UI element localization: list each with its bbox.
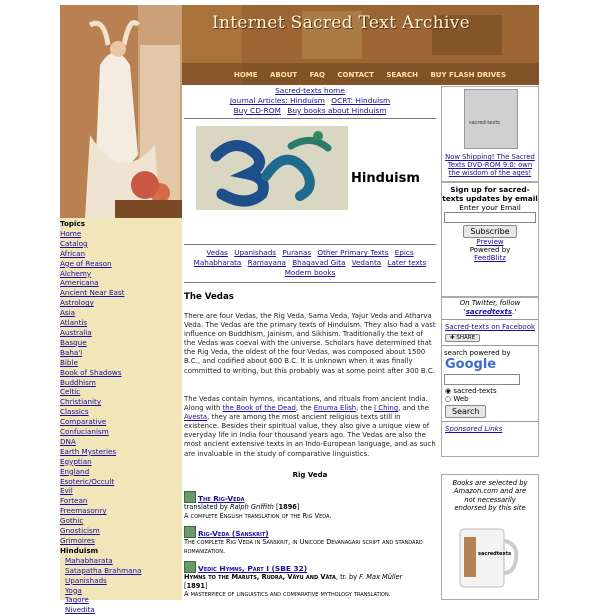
- book-description: A masterpiece of linguistics and comparative mythology translation.: [184, 590, 391, 599]
- topic-link[interactable]: Baha'i: [60, 347, 83, 357]
- book-description: The complete Rig Veda in Sanskrit, in Unicode Devanagari script and standard romanization.: [184, 538, 423, 555]
- subnav-mahabharata[interactable]: Mahabharata: [193, 258, 242, 267]
- twitter-link[interactable]: sacredtexts: [465, 307, 513, 316]
- facebook-link[interactable]: Sacred-texts on Facebook: [444, 323, 536, 332]
- topic-link[interactable]: Age of Reason: [60, 258, 112, 268]
- subscribe-button[interactable]: Subscribe: [463, 225, 516, 238]
- divider: [184, 244, 436, 245]
- link-sacred-texts-home[interactable]: Sacred-texts home: [275, 86, 345, 95]
- book-description: A complete English translation of the Rig Veda.: [184, 511, 332, 520]
- om-symbol-image: [196, 126, 348, 210]
- topic-link[interactable]: African: [60, 248, 86, 258]
- text: The Vedas contain hymns, incantations, and rituals from ancient India. Along with: [184, 395, 428, 413]
- dvd-promo-box: [441, 86, 539, 182]
- book-entry: [184, 526, 436, 555]
- topic-link[interactable]: Americana: [60, 278, 99, 288]
- social-search-box: [441, 297, 539, 457]
- share-label: SHARE: [456, 335, 476, 342]
- nav-faq[interactable]: FAQ: [309, 71, 325, 79]
- nav-contact[interactable]: CONTACT: [337, 71, 374, 79]
- topic-link[interactable]: Egyptian: [60, 456, 92, 466]
- subnav-later-texts[interactable]: Later texts: [387, 258, 427, 267]
- text: translated by: [184, 503, 230, 512]
- text: , tr. by: [335, 573, 360, 582]
- subnav-vedas[interactable]: Vedas: [206, 248, 228, 257]
- topic-link[interactable]: Book of Shadows: [60, 367, 122, 377]
- topic-link[interactable]: Australia: [60, 327, 92, 337]
- hero-painting-svg: [60, 5, 182, 218]
- topic-sub-link[interactable]: Nivedita: [65, 605, 95, 615]
- topic-link[interactable]: Ancient Near East: [60, 288, 125, 298]
- topics-nav: [60, 219, 182, 615]
- enter-email-label: Enter your Email: [459, 203, 521, 212]
- topic-link[interactable]: England: [60, 466, 90, 476]
- book-entry: Vedic Hymns, Part I (SBE 32) Hymns to the Maruts, Rudra, Vâyu and Vâta, tr. by F. Max Müller [1891] A masterpiece of linguistics and comparative mythology translation.: [184, 561, 436, 599]
- book-subtitle: Hymns to the Maruts, Rudra, Vâyu and Vâta: [184, 573, 336, 582]
- mug-svg: [452, 523, 522, 593]
- hero-painting-image: [60, 5, 182, 218]
- divider: [184, 118, 436, 119]
- search-input[interactable]: [444, 374, 520, 385]
- rig-veda-heading: Rig Veda: [292, 471, 328, 479]
- link-book-of-the-dead[interactable]: the Book of the Dead: [222, 404, 296, 413]
- nav-home[interactable]: HOME: [234, 71, 258, 79]
- topic-link[interactable]: Fortean: [60, 496, 88, 506]
- radio-label: sacred-texts: [453, 387, 497, 396]
- mug-image[interactable]: [452, 523, 522, 593]
- email-signup-box: [441, 182, 539, 297]
- topic-sub-link[interactable]: Mahabharata: [65, 555, 113, 565]
- page-title: Hinduism: [351, 171, 420, 186]
- subnav-epics[interactable]: Epics: [394, 248, 414, 257]
- divider: [442, 421, 538, 422]
- topic-link[interactable]: Asia: [60, 308, 76, 318]
- book-year: 1896: [278, 503, 297, 512]
- topic-link[interactable]: Earth Mysteries: [60, 446, 117, 456]
- banner-title: Internet Sacred Text Archive: [212, 13, 470, 33]
- dvd-label: sacred-texts: [469, 120, 500, 126]
- signup-heading: Sign up for sacred-texts updates by email: [442, 185, 538, 203]
- text: On Twitter, follow ': [459, 299, 521, 316]
- search-button[interactable]: Search: [445, 405, 486, 418]
- topic-link[interactable]: Christianity: [60, 397, 102, 407]
- topic-link[interactable]: Esoteric/Occult: [60, 476, 115, 486]
- text: .': [512, 307, 517, 316]
- dvd-image[interactable]: [464, 89, 518, 149]
- powered-by-label: Powered by: [469, 246, 511, 254]
- left-column: [60, 5, 182, 615]
- divider: [184, 282, 436, 283]
- top-links: [184, 86, 436, 116]
- link-ocrt-hinduism[interactable]: OCRT: Hinduism: [331, 96, 391, 105]
- book-author: F. Max Müller: [359, 573, 403, 582]
- topics-title: Topics: [60, 219, 86, 228]
- book-icon: [184, 491, 196, 503]
- topic-link[interactable]: Catalog: [60, 238, 88, 248]
- nav-about[interactable]: ABOUT: [270, 71, 298, 79]
- radio-sacred-texts[interactable]: ◉: [445, 387, 454, 396]
- feedblitz-link[interactable]: FeedBlitz: [474, 254, 506, 262]
- topic-link[interactable]: Grimoires: [60, 536, 95, 545]
- amazon-note: Books are selected by Amazon.com and are not necessarily endorsed by this site: [452, 479, 528, 513]
- nav-search[interactable]: SEARCH: [386, 71, 418, 79]
- book-icon: [184, 526, 196, 538]
- topic-link[interactable]: Buddhism: [60, 377, 96, 387]
- site-banner: [182, 5, 539, 85]
- book-icon: [184, 561, 196, 573]
- amazon-box: [441, 474, 539, 600]
- text: , the: [356, 404, 375, 413]
- topic-link[interactable]: Basque: [60, 337, 87, 347]
- topic-link[interactable]: Comparative: [60, 417, 107, 427]
- nav-buy-flash-drives[interactable]: BUY FLASH DRIVES: [430, 71, 507, 79]
- topic-link[interactable]: Classics: [60, 407, 89, 417]
- subnav-puranas[interactable]: Puranas: [282, 248, 312, 257]
- topic-sub-link[interactable]: Yoga: [65, 585, 82, 595]
- email-input[interactable]: [444, 212, 536, 223]
- book-author: Ralph Griffith: [229, 503, 274, 512]
- share-icon: ✚: [450, 335, 457, 342]
- topic-link[interactable]: Atlantis: [60, 318, 88, 328]
- topic-current: Hinduism: [60, 545, 99, 555]
- link-i-ching[interactable]: I Ching: [374, 404, 399, 413]
- google-logo: Google: [445, 357, 497, 373]
- topic-link[interactable]: Astrology: [60, 298, 94, 308]
- link-journal-hinduism[interactable]: Journal Articles: Hinduism: [229, 96, 325, 105]
- book-year: 1891: [186, 581, 205, 590]
- topic-link[interactable]: Celtic: [60, 387, 81, 397]
- topic-link[interactable]: Alchemy: [60, 268, 92, 278]
- divider: [442, 345, 538, 346]
- radio-web[interactable]: ○: [445, 395, 454, 404]
- topic-link[interactable]: Confucianism: [60, 427, 109, 437]
- main-content: [184, 86, 436, 599]
- topic-link[interactable]: Bible: [60, 357, 78, 367]
- link-buy-cd-rom[interactable]: Buy CD-ROM: [233, 106, 281, 115]
- topic-link[interactable]: Gnosticism: [60, 526, 100, 536]
- topic-link[interactable]: Freemasonry: [60, 506, 107, 516]
- topic-sub-link[interactable]: Tagore: [65, 595, 89, 605]
- topic-sub-link[interactable]: Upanishads: [65, 575, 107, 585]
- om-symbol-svg: [196, 126, 348, 210]
- book-entry: The Rig-Veda translated by Ralph Griffith [1896] A complete English translation of the Rig Veda.: [184, 491, 436, 520]
- subnav-vedanta[interactable]: Vedanta: [351, 258, 382, 267]
- banner-nav: [234, 71, 516, 79]
- subnav-ramayana[interactable]: Ramayana: [247, 258, 286, 267]
- book-title-link[interactable]: Vedic Hymns, Part I (SBE 32): [198, 564, 308, 573]
- topic-link[interactable]: Gothic: [60, 516, 84, 526]
- book-title-link[interactable]: Rig-Veda (Sanskrit): [198, 529, 269, 538]
- dvd-shipping-link[interactable]: Now Shipping! The Sacred Texts DVD-ROM 9.0: own the wisdom of the ages!: [445, 153, 535, 178]
- link-enuma-elish[interactable]: Enuma Elish: [313, 404, 357, 413]
- subnav-bhagavad-gita[interactable]: Bhagavad Gita: [292, 258, 346, 267]
- subnav-upanishads[interactable]: Upanishads: [234, 248, 277, 257]
- link-avesta[interactable]: Avesta: [184, 413, 208, 422]
- divider: [442, 319, 538, 320]
- text: , and the: [398, 404, 429, 413]
- share-button[interactable]: [445, 334, 480, 342]
- topics-list: [60, 229, 182, 615]
- topic-link[interactable]: Home: [60, 228, 82, 238]
- intro-paragraph: There are four Vedas, the Rig Veda, Sama Veda, Yajur Veda and Atharva Veda. The Vedas are the primary texts of Hinduism. They also had a vast influence on Buddhism, Jainism, and Sikhism. Traditionally the text of the Vedas was coeval with the universe. Scholars have determined that the Rig Veda, the oldest of the four Vedas, was composed about 1500 B.C., and codified about 600 B.C. It is unknown when it was finally committed to writing, but this probably was at some point after 300 B.C.: [184, 312, 436, 375]
- topic-link[interactable]: Evil: [60, 486, 73, 496]
- sponsored-links[interactable]: Sponsored Links: [445, 425, 503, 434]
- subnav-other-primary-texts[interactable]: Other Primary Texts: [317, 248, 389, 257]
- subnav-modern-books[interactable]: Modern books: [284, 268, 336, 277]
- topic-sub-link[interactable]: Satapatha Brahmana: [65, 565, 142, 575]
- text: , they are among the most ancient religious texts still in existence. Besides their spiritual value, they also give a unique view of everyday life in India four thousand years ago. The Vedas are also the most ancient extensive texts in an Indo-European language, and as such are invaluable in the study of comparative linguistics.: [184, 413, 436, 458]
- topic-link[interactable]: DNA: [60, 436, 76, 446]
- book-title-link[interactable]: The Rig-Veda: [198, 494, 245, 503]
- link-buy-books[interactable]: Buy books about Hinduism: [287, 106, 387, 115]
- subnav: [184, 248, 436, 278]
- section-heading: The Vedas: [184, 292, 234, 302]
- preview-link[interactable]: Preview: [476, 238, 504, 246]
- radio-label: Web: [453, 395, 469, 404]
- vedas-paragraph: [184, 395, 436, 459]
- search-powered-label: search powered by: [444, 349, 511, 358]
- text: , the: [295, 404, 314, 413]
- mug-label: sacredtexts: [478, 551, 512, 557]
